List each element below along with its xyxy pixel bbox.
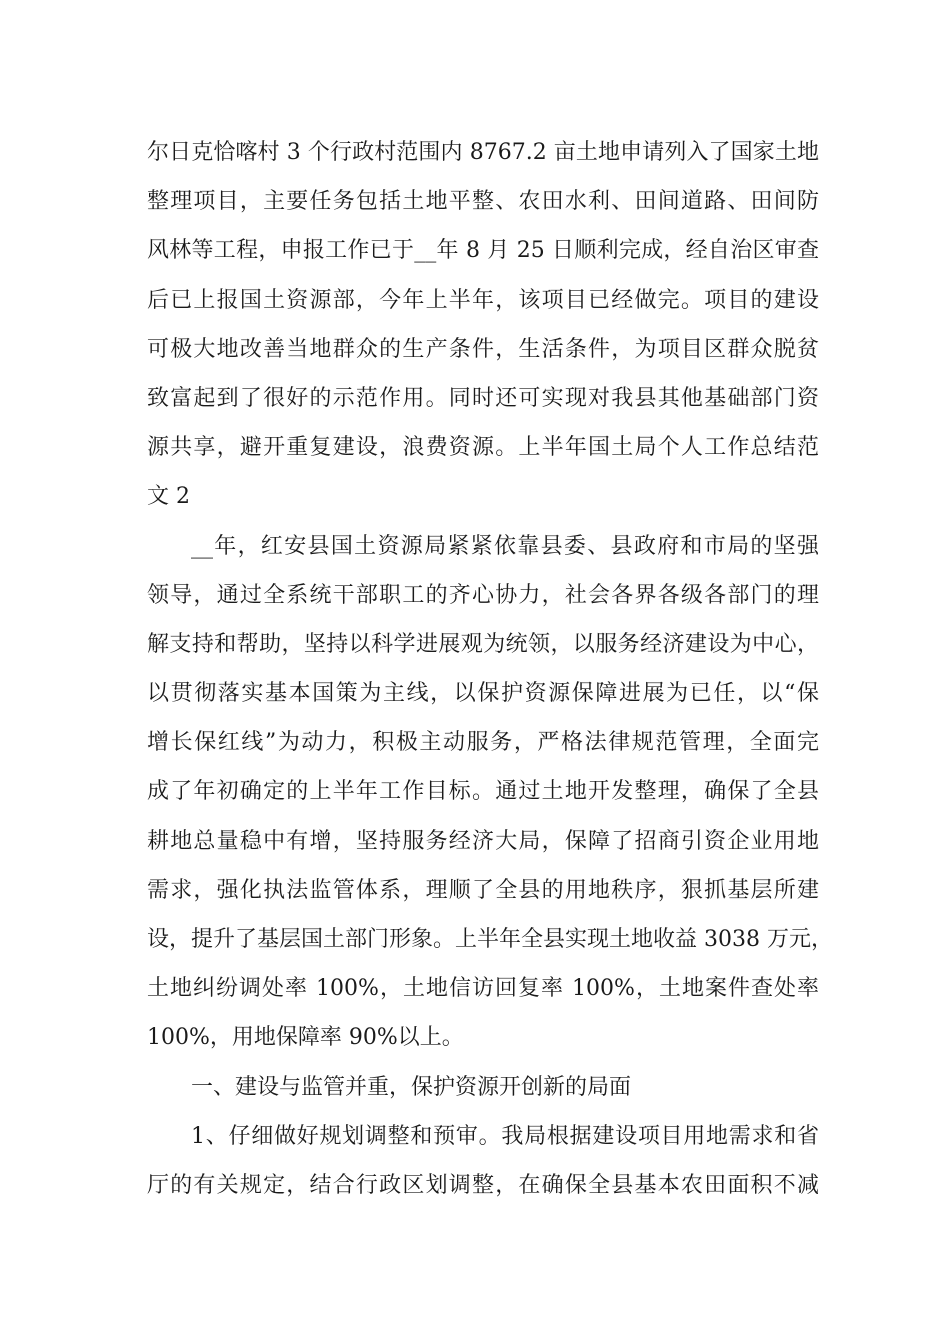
text-line: 成了年初确定的上半年工作目标。通过土地开发整理，确保了全县	[147, 779, 819, 805]
text-line: 需求，强化执法监管体系，理顺了全县的用地秩序，狠抓基层所建	[147, 877, 819, 903]
text-line: 整理项目，主要任务包括土地平整、农田水利、田间道路、田间防	[147, 189, 819, 215]
text-line: 源共享，避开重复建设，浪费资源。上半年国土局个人工作总结范	[147, 435, 819, 461]
text-line: 后已上报国土资源部，今年上半年，该项目已经做完。项目的建设	[147, 287, 819, 313]
text-line: 尔日克恰喀村 3 个行政村范围内 8767.2 亩土地申请列入了国家土地	[147, 140, 819, 165]
paragraph-start-line: 1、仔细做好规划调整和预审。我局根据建设项目用地需求和省	[191, 1123, 819, 1149]
text-line: 解支持和帮助，坚持以科学进展观为统领，以服务经济建设为中心，	[147, 631, 819, 657]
paragraph-start-line: __年，红安县国土资源局紧紧依靠县委、县政府和市局的坚强	[191, 533, 819, 559]
text-line: 设，提升了基层国土部门形象。上半年全县实现土地收益 3038 万元，	[147, 927, 833, 952]
text-line: 可极大地改善当地群众的生产条件，生活条件，为项目区群众脱贫	[147, 336, 819, 362]
text-line: 厅的有关规定，结合行政区划调整，在确保全县基本农田面积不减	[147, 1172, 819, 1198]
section-heading: 一、建设与监管并重，保护资源开创新的局面	[191, 1074, 632, 1100]
text-line: 领导，通过全系统干部职工的齐心协力，社会各界各级各部门的理	[147, 582, 819, 608]
text-line: 致富起到了很好的示范作用。同时还可实现对我县其他基础部门资	[147, 385, 819, 411]
text-line: 增长保红线”为动力，积极主动服务，严格法律规范管理，全面完	[147, 730, 819, 756]
text-line: 以贯彻落实基本国策为主线，以保护资源保障进展为已任，以“保	[147, 681, 819, 707]
document-body	[147, 128, 833, 1210]
text-line: 土地纠纷调处率 100%，土地信访回复率 100%，土地案件查处率	[147, 976, 819, 1002]
text-line: 风林等工程，申报工作已于__年 8 月 25 日顺利完成，经自治区审查	[147, 238, 819, 264]
text-line: 文 2	[147, 484, 190, 510]
text-line: 100%，用地保障率 90%以上。	[147, 1025, 464, 1051]
text-line: 耕地总量稳中有增，坚持服务经济大局，保障了招商引资企业用地	[147, 828, 819, 854]
